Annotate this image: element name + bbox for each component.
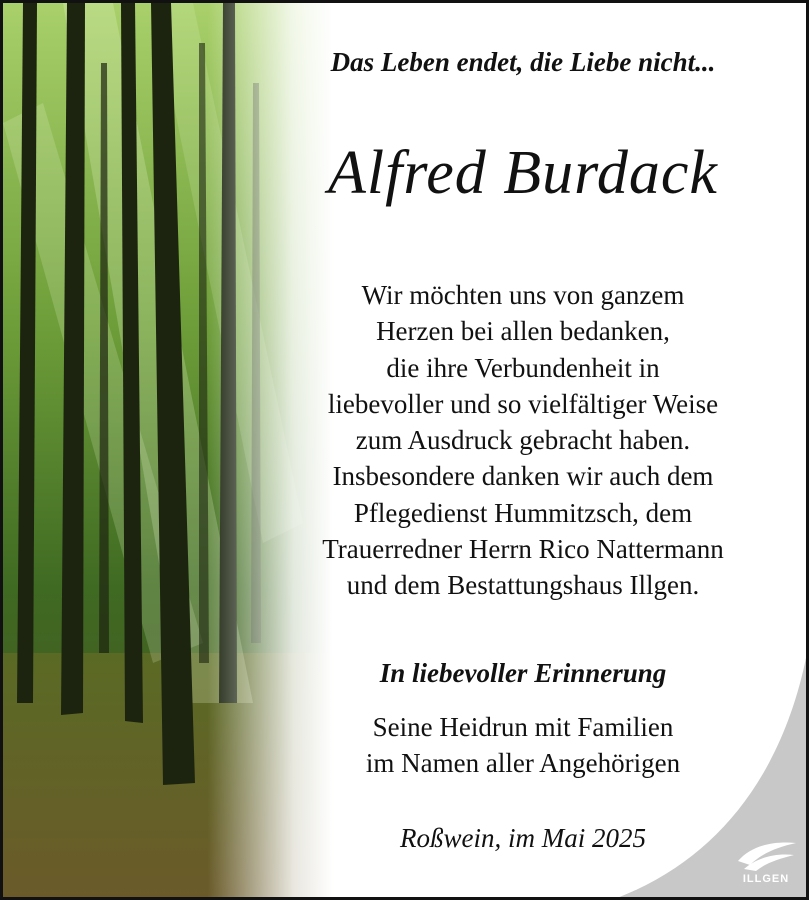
thanks-line: Trauerredner Herrn Rico Nattermann — [322, 534, 724, 565]
place-date: Roßwein, im Mai 2025 — [400, 823, 646, 853]
thanks-line: Insbesondere danken wir auch dem — [332, 461, 714, 492]
thanks-line: liebevoller und so vielfältiger Weise — [327, 388, 719, 419]
motto: Das Leben endet, die Liebe nicht... — [330, 47, 716, 77]
illgen-logo-icon — [730, 835, 802, 895]
logo-text: ILLGEN — [742, 873, 790, 885]
family-line: Seine Heidrun mit Familien — [372, 712, 674, 742]
thanks-line: zum Ausdruck gebracht haben. — [355, 425, 691, 456]
thanks-text — [273, 277, 773, 604]
remembrance-heading: In liebevoller Erinnerung — [379, 658, 667, 688]
family-line: im Namen aller Angehörigen — [365, 748, 681, 778]
deceased-name: Alfred Burdack — [328, 139, 718, 207]
family-signature — [273, 709, 773, 781]
thanks-line: Herzen bei allen bedanken, — [376, 316, 670, 347]
thanks-line: Pflegedienst Hummitzsch, dem — [353, 497, 693, 528]
thanks-line: und dem Bestattungshaus Illgen. — [346, 570, 700, 601]
thanks-line: Wir möchten uns von ganzem — [361, 280, 685, 310]
thanks-line: die ihre Verbundenheit in — [386, 352, 660, 383]
